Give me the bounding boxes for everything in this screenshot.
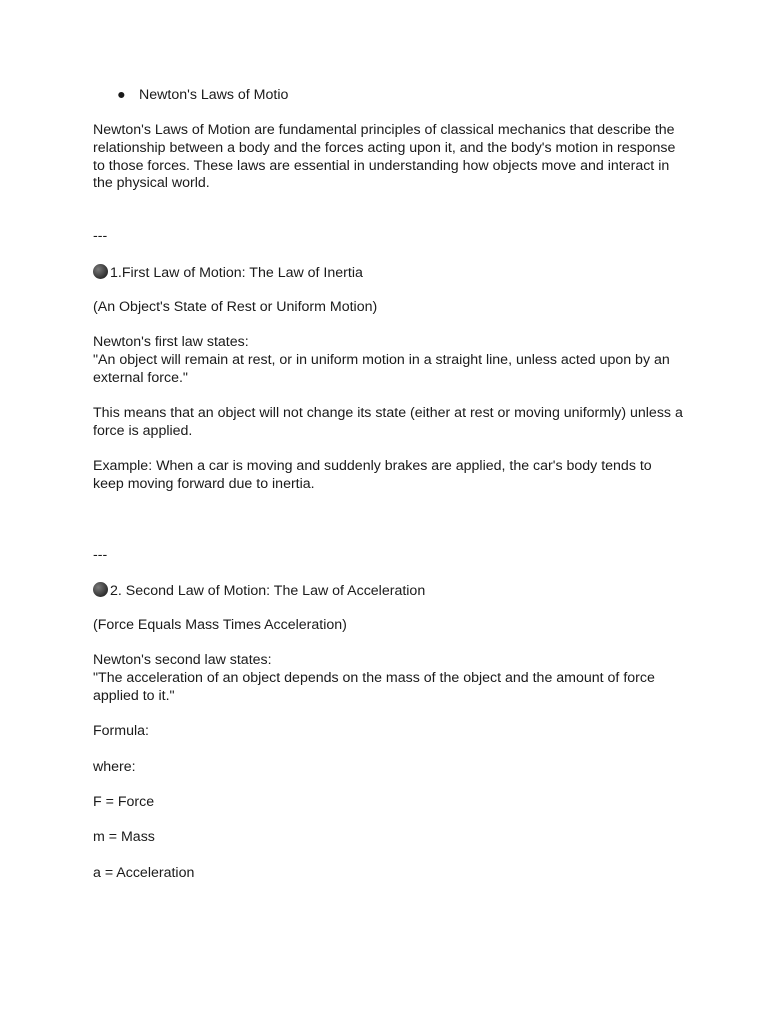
law1-heading xyxy=(93,264,683,283)
where-label: where: xyxy=(93,759,136,775)
bullet-icon: ● xyxy=(117,87,126,103)
law1-states-label: Newton's first law states: xyxy=(93,334,249,350)
law1-subtitle: (An Object's State of Rest or Uniform Motion) xyxy=(93,299,378,315)
intro-paragraph: Newton's Laws of Motion are fundamental principles of classical mechanics that describe the relationship between a body and the forces acting upon it, and the body's motion in response to those forces. These laws are essential in understanding how objects move and interact in the physical world. xyxy=(93,122,676,192)
law2-subtitle: (Force Equals Mass Times Acceleration) xyxy=(93,617,347,633)
document-title: Newton's Laws of Motio xyxy=(139,87,289,103)
definition-mass: m = Mass xyxy=(93,829,155,845)
law1-heading-text: 1.First Law of Motion: The Law of Inertia xyxy=(110,265,363,281)
definition-force: F = Force xyxy=(93,794,155,810)
black-circle-icon xyxy=(93,264,108,279)
law1-meaning: This means that an object will not change its state (either at rest or moving uniformly) unless a force is applied. xyxy=(93,405,683,439)
black-circle-icon xyxy=(93,582,108,597)
separator-2: --- xyxy=(93,547,108,563)
definition-acceleration: a = Acceleration xyxy=(93,865,195,881)
law1-quote: "An object will remain at rest, or in uniform motion in a straight line, unless acted upon by an external force." xyxy=(93,352,670,386)
law2-heading-text: 2. Second Law of Motion: The Law of Acceleration xyxy=(110,583,426,599)
law1-example: Example: When a car is moving and suddenly brakes are applied, the car's body tends to keep moving forward due to inertia. xyxy=(93,458,652,492)
title-bullet-item xyxy=(117,87,288,105)
law2-quote: "The acceleration of an object depends on the mass of the object and the amount of force applied to it." xyxy=(93,670,655,704)
law2-states-label: Newton's second law states: xyxy=(93,652,272,668)
formula-label: Formula: xyxy=(93,723,149,739)
law2-heading xyxy=(93,582,683,601)
separator-1: --- xyxy=(93,228,108,244)
